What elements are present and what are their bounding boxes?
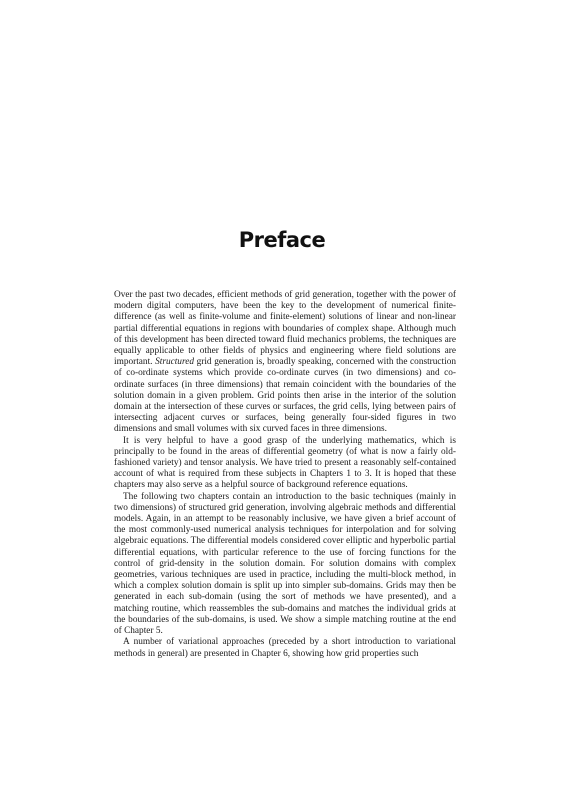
paragraph-1-end: grid generation is, broadly speaking, concerned with the construction of co-ordinate systems which provide co-ordinate curves (in two dimensions) and co-ordinate surfaces (in three dimensions) that remain coincident with the boundaries of the solution domain in a given problem. Grid points then arise in the interior of the solution domain at the intersection of these curves or surfaces, the grid cells, lying between pairs of intersecting adjacent curves or surfaces, being generally four-sided figures in two dimensions and small volumes with six curved faces in three dimensions. [114, 357, 457, 435]
paragraph-4: A number of variational approaches (preceded by a short introduction to variational methods in general) are presented in Chapter 6, showing how grid properties such [114, 637, 456, 659]
paragraph-1 [114, 290, 456, 436]
paragraph-3: The following two chapters contain an introduction to the basic techniques (mainly in two dimensions) of structured grid generation, involving algebraic methods and differential models. Again, in an attempt to be reasonably inclusive, we have given a brief account of the most commonly-used numerical analysis techniques for interpolation and for solving algebraic equations. The differential models considered cover elliptic and hyperbolic partial differential equations, with particular reference to the use of forcing functions for the control of grid-density in the solution domain. For solution domains with complex geometries, various techniques are used in practice, including the multi-block method, in which a complex solution domain is split up into simpler sub-domains. Grids may then be generated in each sub-domain (using the sort of methods we have presented), and a matching routine, which reassembles the sub-domains and matches the individual grids at the boundaries of the sub-domains, is used. We show a simple matching routine at the end of Chapter 5. [114, 491, 456, 637]
paragraph-1-emphasis: Structured [155, 357, 194, 368]
preface-body [114, 290, 456, 660]
paragraph-2: It is very helpful to have a good grasp of the underlying mathematics, which is principally to be found in the areas of differential geometry (of what is now a fairly old-fashioned variety) and tensor analysis. We have tried to present a reasonably self-contained account of what is required from these subjects in Chapters 1 to 3. It is hoped that these chapters may also serve as a helpful source of background reference equations. [114, 435, 456, 491]
paragraph-1-start: Over the past two decades, efficient methods of grid generation, together with the power of modern digital computers, have been the key to the development of numerical finite-difference (as well as finite-volume and finite-element) solutions of linear and non-linear partial differential equations in regions with boundaries of complex shape. Although much of this development has been directed toward fluid mechanics problems, the techniques are equally applicable to other fields of physics and engineering where field solutions are important. [114, 290, 456, 368]
page-title: Preface [238, 228, 326, 253]
